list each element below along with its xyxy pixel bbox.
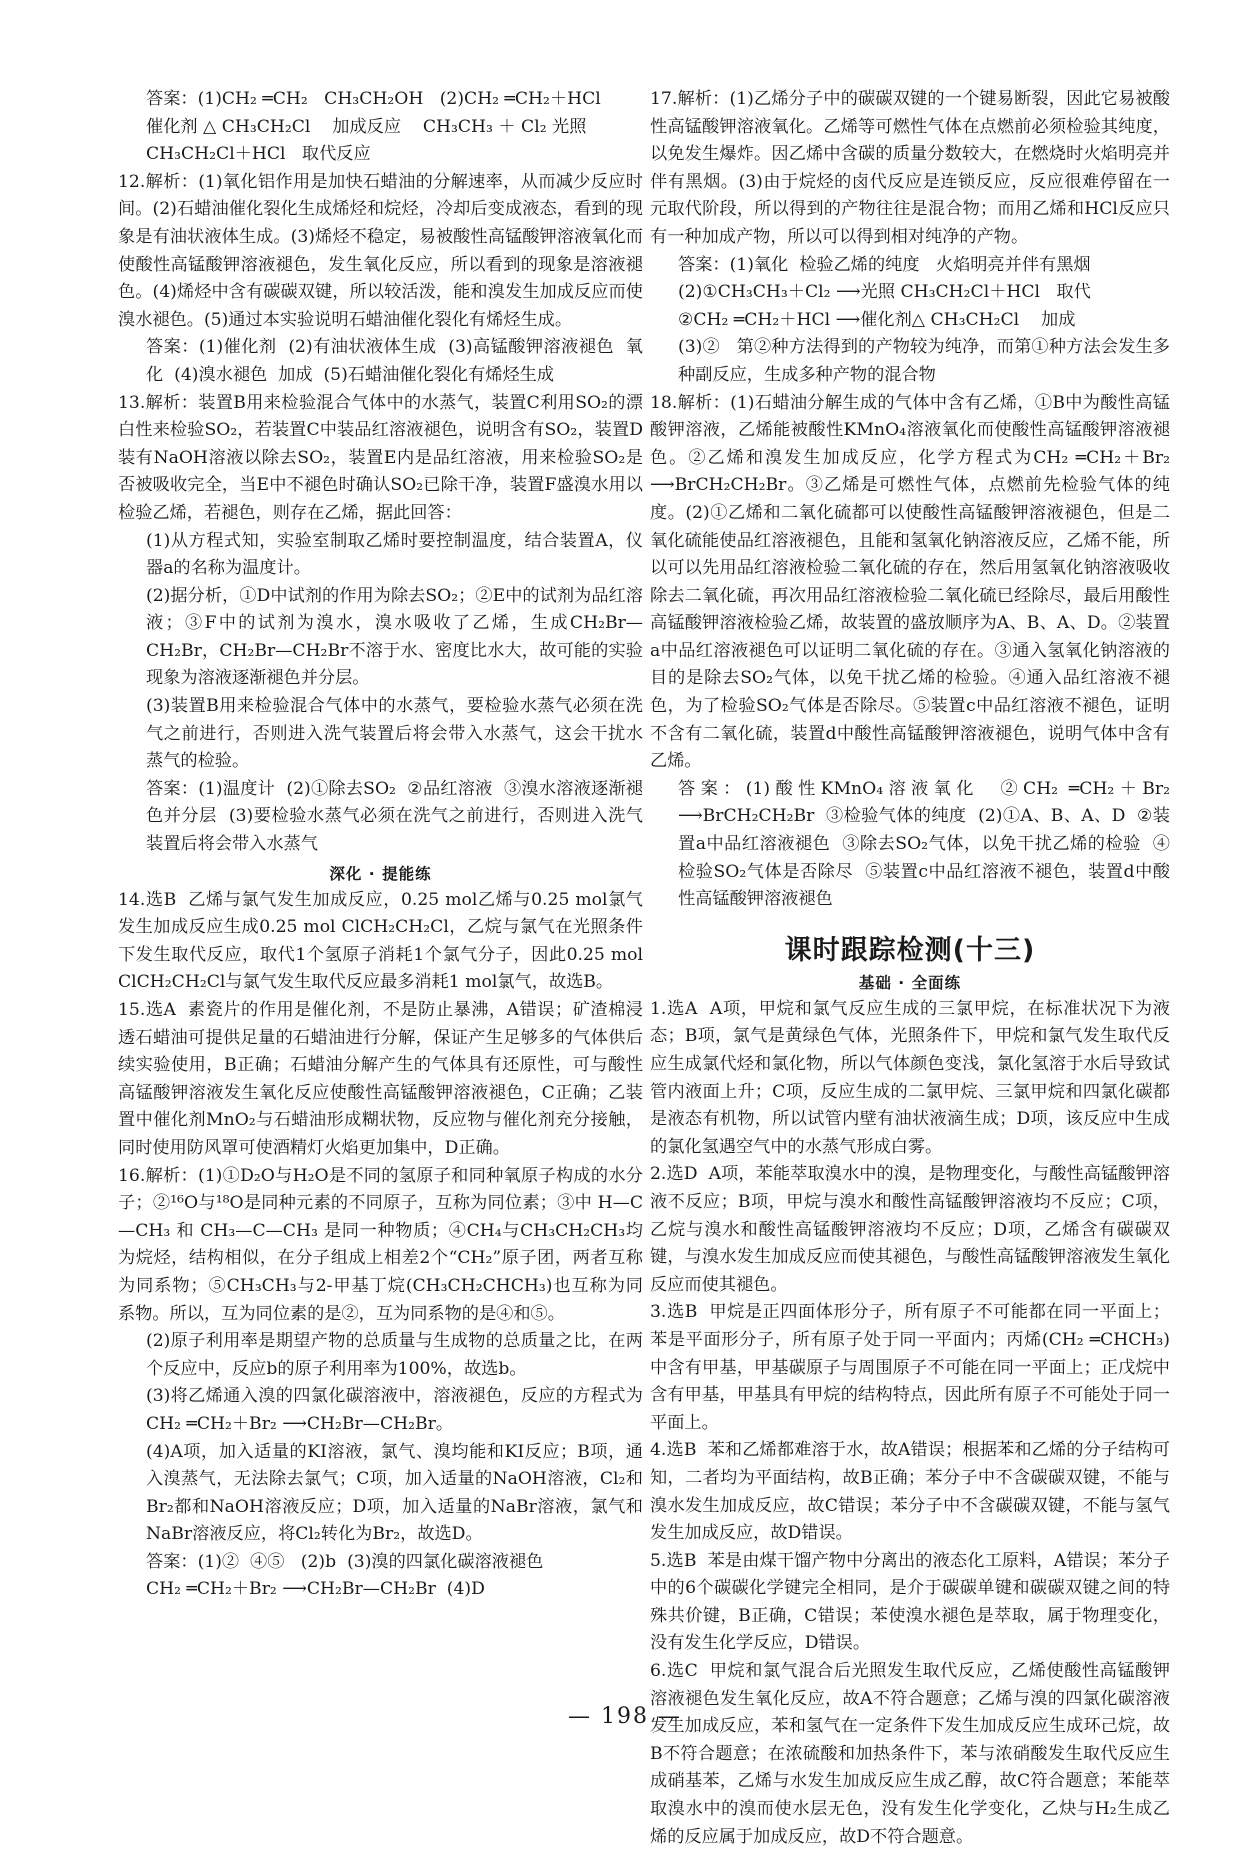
- answer-paragraph: 2.选D A项，苯能萃取溴水中的溴，是物理变化，与酸性高锰酸钾溶液不反应；B项，甲烷与溴水和酸性高锰酸钾溶液均不反应；C项，乙烷与溴水和酸性高锰酸钾溶液均不反应；D项，乙烯含有碳碳双键，与溴水发生加成反应而使其褪色，与酸性高锰酸钾溶液发生氧化反应而使其褪色。: [650, 1164, 1170, 1295]
- answer-paragraph: 答案：(1)CH₂ ═CH₂ CH₃CH₂OH (2)CH₂ ═CH₂＋HCl: [146, 89, 601, 109]
- right-column: [650, 86, 1176, 1851]
- answer-paragraph: 17.解析：(1)乙烯分子中的碳碳双键的一个键易断裂，因此它易被酸性高锰酸钾溶液氧化。乙烯等可燃性气体在点燃前必须检验其纯度，以免发生爆炸。因乙烯中含碳的质量分数较大，在燃烧时火焰明亮并伴有黑烟。(3)由于烷烃的卤代反应是连锁反应，反应很难停留在一元取代阶段，所以得到的产物往往是混合物；而用乙烯和HCl反应只有一种加成产物，所以可以得到相对纯净的产物。: [650, 89, 1170, 247]
- answer-paragraph: 4.选B 苯和乙烯都难溶于水，故A错误；根据苯和乙烯的分子结构可知，二者均为平面结构，故B正确；苯分子中不含碳碳双键，不能与溴水发生加成反应，故C错误；苯分子中不含碳碳双键，不能与氢气发生加成反应，故D错误。: [650, 1440, 1170, 1544]
- answer-paragraph: 3.选B 甲烷是正四面体形分子，所有原子不可能都在同一平面上；苯是平面形分子，所有原子处于同一平面内；丙烯(CH₂ ═CHCH₃)中含有甲基，甲基碳原子与周围原子不可能在同一平面上；正戊烷中含有甲基，甲基具有甲烷的结构特点，因此所有原子不可能处于同一平面上。: [650, 1302, 1170, 1433]
- answer-paragraph: 答案：(1)氧化 检验乙烯的纯度 火焰明亮并伴有黑烟: [678, 254, 1091, 275]
- answer-paragraph: CH₂ ═CH₂＋Br₂ ⟶CH₂Br—CH₂Br (4)D: [146, 1579, 485, 1600]
- left-paragraph-group-2: [118, 887, 649, 1604]
- answer-paragraph: (1)从方程式知，实验室制取乙烯时要控制温度，结合装置A，仪器a的名称为温度计。: [146, 530, 643, 579]
- answer-paragraph: 13.解析：装置B用来检验混合气体中的水蒸气，装置C利用SO₂的漂白性来检验SO₂，若装置C中装品红溶液褪色，说明含有SO₂，装置D装有NaOH溶液以除去SO₂，装置E内是品红溶液，用来检验SO₂是否被吸收完全，当E中不褪色时确认SO₂已除干净，装置F盛溴水用以检验乙烯，若褪色，则存在乙烯，据此回答：: [118, 392, 643, 523]
- answer-paragraph: (2)①CH₃CH₃＋Cl₂ ⟶光照 CH₃CH₂Cl＋HCl 取代: [678, 282, 1091, 303]
- answer-paragraph: 5.选B 苯是由煤干馏产物中分离出的液态化工原料，A错误；苯分子中的6个碳碳化学键完全相同，是介于碳碳单键和碳碳双键之间的特殊共价键，B正确，C错误；苯使溴水褪色是萃取，属于物理变化，没有发生化学反应，D错误。: [650, 1550, 1170, 1654]
- answer-paragraph: (2)据分析，①D中试剂的作用为除去SO₂；②E中的试剂为品红溶液；③F中的试剂为溴水，溴水吸收了乙烯，生成CH₂Br—CH₂Br，CH₂Br—CH₂Br不溶于水、密度比水大，故可能的实验现象为溶液逐渐褪色并分层。: [146, 585, 643, 689]
- section-heading-deep: 深化 · 提能练: [329, 864, 432, 883]
- answer-paragraph: 答案：(1)② ④⑤ (2)b (3)溴的四氯化碳溶液褪色: [146, 1551, 544, 1572]
- answer-paragraph: 15.选A 素瓷片的作用是催化剂，不是防止暴沸，A错误；矿渣棉浸透石蜡油可提供足量的石蜡油进行分解，保证产生足够多的气体供后续实验使用，B正确；石蜡油分解产生的气体具有还原性，可与酸性高锰酸钾溶液发生氧化反应使酸性高锰酸钾溶液褪色，C正确；乙装置中催化剂MnO₂与石蜡油形成糊状物，反应物与催化剂充分接触，同时使用防风罩可使酒精灯火焰更加集中，D正确。: [118, 1000, 643, 1158]
- answer-paragraph: 答案：(1)催化剂 (2)有油状液体生成 (3)高锰酸钾溶液褪色 氧化 (4)溴水褪色 加成 (5)石蜡油催化裂化有烯烃生成: [146, 337, 643, 385]
- answer-paragraph: 催化剂 △ CH₃CH₂Cl 加成反应 CH₃CH₃ ＋ Cl₂ 光照: [146, 116, 587, 137]
- answer-paragraph: 答案：(1)温度计 (2)①除去SO₂ ②品红溶液 ③溴水溶液逐渐褪色并分层 (3)要检验水蒸气必须在洗气之前进行，否则进入洗气装置后将会带入水蒸气: [146, 778, 643, 855]
- answer-paragraph: 12.解析：(1)氧化铝作用是加快石蜡油的分解速率，从而减少反应时间。(2)石蜡油催化裂化生成烯烃和烷烃，冷却后变成液态，看到的现象是有油状液体生成。(3)烯烃不稳定，易被酸性高锰酸钾溶液氧化而使酸性高锰酸钾溶液褪色，发生氧化反应，所以看到的现象是溶液褪色。(4)烯烃中含有碳碳双键，所以较活泼，能和溴发生加成反应而使溴水褪色。(5)通过本实验说明石蜡油催化裂化有烯烃生成。: [118, 171, 643, 330]
- answer-paragraph: 答案：(1)酸性KMnO₄溶液氧化 ②CH₂ ═CH₂＋Br₂ ⟶BrCH₂CH₂Br ③检验气体的纯度 (2)①A、B、A、D ②装置a中品红溶液褪色 ③除去SO₂气体，以免干扰乙烯的检验 ④检验SO₂气体是否除尽 ⑤装置c中品红溶液不褪色，装置d中酸性高锰酸钾溶液褪色: [678, 778, 1176, 910]
- answer-paragraph: CH₃CH₂Cl＋HCl 取代反应: [146, 144, 371, 165]
- answer-paragraph: (3)将乙烯通入溴的四氯化碳溶液中，溶液褪色，反应的方程式为CH₂ ═CH₂＋Br₂ ⟶CH₂Br—CH₂Br。: [146, 1386, 643, 1434]
- left-column: [118, 86, 649, 1604]
- answer-paragraph: 18.解析：(1)石蜡油分解生成的气体中含有乙烯，①B中为酸性高锰酸钾溶液，乙烯能被酸性KMnO₄溶液氧化而使酸性高锰酸钾溶液褪色。②乙烯和溴发生加成反应，化学方程式为CH₂ ═CH₂＋Br₂ ⟶BrCH₂CH₂Br。③乙烯是可燃性气体，点燃前先检验气体的纯度。(2)①乙烯和二氧化硫都可以使酸性高锰酸钾溶液褪色，但是二氧化硫能使品红溶液褪色，且能和氢氧化钠溶液反应，乙烯不能，所以可以先用品红溶液检验二氧化硫的存在，然后用氢氧化钠溶液吸收除去二氧化硫，再次用品红溶液检验二氧化硫已经除尽，最后用酸性高锰酸钾溶液检验乙烯，故装置的盛放顺序为A、B、A、D。②装置a中品红溶液褪色可以证明二氧化硫的存在。③通入氢氧化钠溶液的目的是除去SO₂气体，以免干扰乙烯的检验。④通入品红溶液不褪色，为了检验SO₂气体是否除尽。⑤装置c中品红溶液不褪色，证明不含有二氧化硫，装置d中酸性高锰酸钾溶液褪色，说明气体中含有乙烯。: [650, 392, 1176, 772]
- answer-paragraph: (4)A项，加入适量的KI溶液，氯气、溴均能和KI反应；B项，通入溴蒸气，无法除去氯气；C项，加入适量的NaOH溶液，Cl₂和Br₂都和NaOH溶液反应；D项，加入适量的NaBr溶液，氯气和NaBr溶液反应，将Cl₂转化为Br₂，故选D。: [146, 1441, 643, 1545]
- right-paragraph-group-1: [650, 86, 1176, 914]
- answer-paragraph: (2)原子利用率是期望产物的总质量与生成物的总质量之比，在两个反应中，反应b的原子利用率为100%，故选b。: [146, 1331, 643, 1379]
- answer-paragraph: 1.选A A项，甲烷和氯气反应生成的三氯甲烷，在标准状况下为液态；B项，氯气是黄绿色气体，光照条件下，甲烷和氯气发生取代反应生成氯代烃和氯化物，所以气体颜色变浅，氯化氢溶于水后导致试管内液面上升；C项，反应生成的二氯甲烷、三氯甲烷和四氯化碳都是液态有机物，所以试管内壁有油状液滴生成；D项，该反应中生成的氯化氢遇空气中的水蒸气形成白雾。: [650, 998, 1170, 1157]
- answer-paragraph: 16.解析：(1)①D₂O与H₂O是不同的氢原子和同种氧原子构成的水分子；②¹⁶O与¹⁸O是同种元素的不同原子，互称为同位素；③中 H—C—CH₃ 和 CH₃—C—CH₃ 是同一种物质；④CH₄与CH₃CH₂CH₃均为烷烃，结构相似，在分子组成上相差2个“CH₂”原子团，两者互称为同系物；⑤CH₃CH₃与2-甲基丁烷(CH₃CH₂CHCH₃)也互称为同系物。所以，互为同位素的是②，互为同系物的是④和⑤。: [118, 1165, 643, 1324]
- left-paragraph-group-1: [118, 86, 643, 859]
- answer-paragraph: ②CH₂ ═CH₂＋HCl ⟶催化剂△ CH₃CH₂Cl 加成: [678, 309, 1076, 330]
- chapter-title: 课时跟踪检测(十三): [784, 934, 1036, 966]
- section-heading-basic: 基础 · 全面练: [858, 973, 962, 992]
- answer-paragraph: 14.选B 乙烯与氯气发生加成反应，0.25 mol乙烯与0.25 mol氯气发生加成反应生成0.25 mol ClCH₂CH₂Cl，乙烷与氯气在光照条件下发生取代反应，取代1个氢原子消耗1个氯气分子，因此0.25 mol ClCH₂CH₂Cl与氯气发生取代反应最多消耗1 mol氯气，故选B。: [118, 889, 649, 993]
- answer-paragraph: (3)② 第②种方法得到的产物较为纯净，而第①种方法会发生多种副反应，生成多种产物的混合物: [678, 337, 1170, 385]
- answer-paragraph: 6.选C 甲烷和氯气混合后光照发生取代反应，乙烯使酸性高锰酸钾溶液褪色发生氧化反应，故A不符合题意；乙烯与溴的四氯化碳溶液发生加成反应，苯和氢气在一定条件下发生加成反应生成环己烷，故B不符合题意；在浓硫酸和加热条件下，苯与浓硝酸发生取代反应生成硝基苯，乙烯与水发生加成反应生成乙醇，故C符合题意；苯能萃取溴水中的溴而使水层无色，没有发生化学变化，乙炔与H₂生成乙烯的反应属于加成反应，故D不符合题意。: [650, 1661, 1170, 1847]
- page-number: — 198 —: [568, 1704, 682, 1729]
- answer-paragraph: (3)装置B用来检验混合气体中的水蒸气，要检验水蒸气必须在洗气之前进行，否则进入洗气装置后将会带入水蒸气，这会干扰水蒸气的检验。: [146, 696, 643, 772]
